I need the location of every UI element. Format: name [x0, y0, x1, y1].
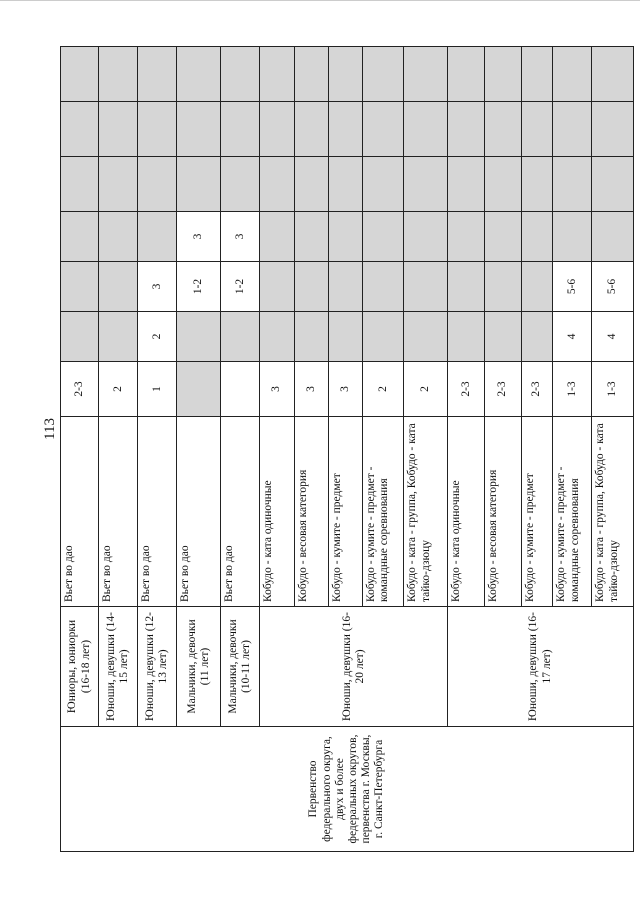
discipline: Вьет во дао [221, 417, 260, 607]
cell-6 [553, 47, 592, 102]
cell-2: 1-2 [177, 262, 221, 312]
cell-5 [328, 102, 362, 157]
cell-1 [448, 312, 485, 362]
discipline: Кобудо - кумите - предмет - командные соревнования [362, 417, 404, 607]
place [221, 362, 260, 417]
cell-3 [448, 212, 485, 262]
place [177, 362, 221, 417]
cell-3 [485, 212, 522, 262]
place: 2 [99, 362, 138, 417]
cell-2 [448, 262, 485, 312]
cell-6 [99, 47, 138, 102]
cell-3 [404, 212, 448, 262]
cell-6 [521, 47, 553, 102]
cell-3: 3 [221, 212, 260, 262]
cell-3 [592, 212, 634, 262]
cell-2 [362, 262, 404, 312]
age-group: Мальчики, девочки (10-11 лет) [221, 607, 260, 727]
cell-5 [99, 102, 138, 157]
age-group: Юноши, девушки (16-20 лет) [260, 607, 448, 727]
cell-5 [592, 102, 634, 157]
cell-5 [260, 102, 294, 157]
cell-1: 4 [592, 312, 634, 362]
cell-5 [521, 102, 553, 157]
place: 2 [404, 362, 448, 417]
cell-1 [521, 312, 553, 362]
page-top-edge [0, 0, 640, 1]
rotated-table-wrapper [60, 47, 634, 852]
cell-5 [177, 102, 221, 157]
cell-4 [260, 157, 294, 212]
cell-3 [553, 212, 592, 262]
discipline: Кобудо - кумите - предмет [328, 417, 362, 607]
cell-6 [294, 47, 328, 102]
cell-5 [448, 102, 485, 157]
place: 2-3 [61, 362, 99, 417]
cell-3 [328, 212, 362, 262]
cell-6 [61, 47, 99, 102]
place: 2 [362, 362, 404, 417]
place: 2-3 [448, 362, 485, 417]
age-group: Юноши, девушки (14-15 лет) [99, 607, 138, 727]
cell-4 [521, 157, 553, 212]
cell-4 [294, 157, 328, 212]
cell-5 [553, 102, 592, 157]
age-group: Юноши, девушки (12-13 лет) [138, 607, 177, 727]
cell-4 [61, 157, 99, 212]
discipline: Кобудо - кумите - предмет - командные соревнования [553, 417, 592, 607]
cell-6 [592, 47, 634, 102]
cell-6 [404, 47, 448, 102]
competition-name: Первенство федерального округа, двух и более федеральных округов, первенства г. Москвы, г. Санкт-Петербурга [61, 727, 634, 852]
cell-2 [521, 262, 553, 312]
cell-6 [485, 47, 522, 102]
page-number: 113 [42, 418, 58, 440]
cell-4 [177, 157, 221, 212]
cell-4 [404, 157, 448, 212]
discipline: Вьет во дао [61, 417, 99, 607]
cell-5 [61, 102, 99, 157]
table-row [61, 47, 99, 852]
results-table [60, 46, 634, 852]
cell-6 [138, 47, 177, 102]
cell-5 [294, 102, 328, 157]
cell-1: 4 [553, 312, 592, 362]
cell-5 [404, 102, 448, 157]
cell-4 [553, 157, 592, 212]
cell-3 [521, 212, 553, 262]
cell-4 [221, 157, 260, 212]
age-group: Юноши, девушки (16-17 лет) [448, 607, 634, 727]
discipline: Кобудо - весовая категория [485, 417, 522, 607]
discipline: Кобудо - ката одиночные [448, 417, 485, 607]
cell-3: 3 [177, 212, 221, 262]
cell-2 [294, 262, 328, 312]
cell-6 [448, 47, 485, 102]
cell-2 [99, 262, 138, 312]
place: 1 [138, 362, 177, 417]
cell-1 [294, 312, 328, 362]
cell-4 [99, 157, 138, 212]
cell-2: 5-6 [553, 262, 592, 312]
cell-2: 3 [138, 262, 177, 312]
cell-4 [485, 157, 522, 212]
cell-1 [260, 312, 294, 362]
cell-1 [404, 312, 448, 362]
discipline: Кобудо - кумите - предмет [521, 417, 553, 607]
cell-2 [485, 262, 522, 312]
place: 3 [328, 362, 362, 417]
cell-2 [260, 262, 294, 312]
cell-3 [138, 212, 177, 262]
cell-3 [260, 212, 294, 262]
cell-4 [362, 157, 404, 212]
cell-6 [177, 47, 221, 102]
discipline: Кобудо - ката - группа, Кобудо - ката тайко-дзюцу [404, 417, 448, 607]
cell-2 [404, 262, 448, 312]
discipline: Кобудо - весовая категория [294, 417, 328, 607]
cell-4 [592, 157, 634, 212]
cell-5 [221, 102, 260, 157]
cell-3 [294, 212, 328, 262]
cell-6 [221, 47, 260, 102]
place: 1-3 [592, 362, 634, 417]
discipline: Кобудо - ката одиночные [260, 417, 294, 607]
cell-1 [61, 312, 99, 362]
discipline: Вьет во дао [138, 417, 177, 607]
place: 3 [260, 362, 294, 417]
place: 2-3 [485, 362, 522, 417]
cell-2: 1-2 [221, 262, 260, 312]
cell-1 [485, 312, 522, 362]
cell-2 [61, 262, 99, 312]
cell-2: 5-6 [592, 262, 634, 312]
age-group: Мальчики, девочки (11 лет) [177, 607, 221, 727]
place: 2-3 [521, 362, 553, 417]
cell-6 [328, 47, 362, 102]
cell-6 [260, 47, 294, 102]
cell-1 [99, 312, 138, 362]
cell-1 [362, 312, 404, 362]
age-group: Юниоры, юниорки (16-18 лет) [61, 607, 99, 727]
discipline: Вьет во дао [99, 417, 138, 607]
cell-4 [448, 157, 485, 212]
place: 3 [294, 362, 328, 417]
cell-4 [328, 157, 362, 212]
cell-2 [328, 262, 362, 312]
cell-6 [362, 47, 404, 102]
cell-1 [177, 312, 221, 362]
cell-3 [362, 212, 404, 262]
cell-1: 2 [138, 312, 177, 362]
cell-4 [138, 157, 177, 212]
cell-5 [362, 102, 404, 157]
cell-5 [138, 102, 177, 157]
cell-3 [61, 212, 99, 262]
cell-3 [99, 212, 138, 262]
discipline: Кобудо - ката - группа, Кобудо - ката тайко-дзюцу [592, 417, 634, 607]
cell-1 [328, 312, 362, 362]
place: 1-3 [553, 362, 592, 417]
discipline: Вьет во дао [177, 417, 221, 607]
cell-5 [485, 102, 522, 157]
cell-1 [221, 312, 260, 362]
